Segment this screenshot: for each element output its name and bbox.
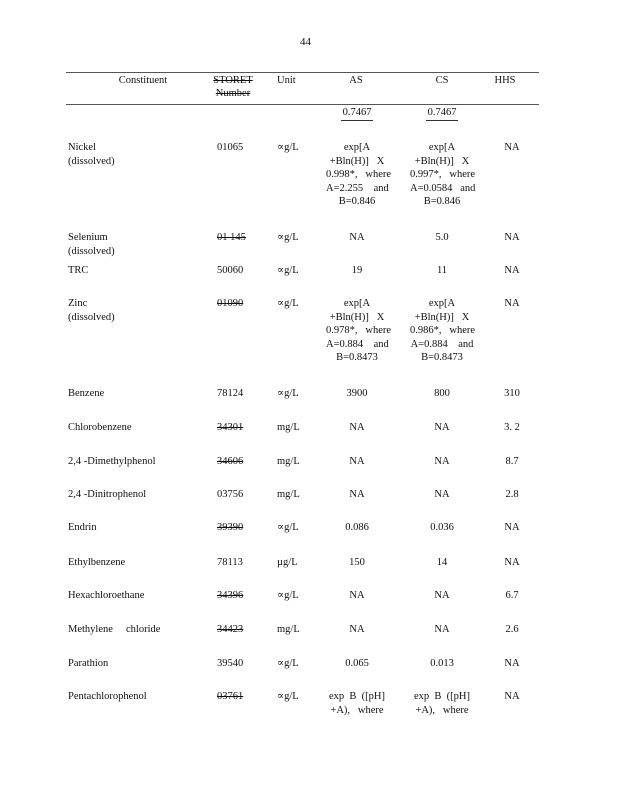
unit-value: ∝g/L: [277, 142, 299, 153]
constituent-name: [68, 264, 198, 278]
as-value-line: NA: [349, 422, 365, 433]
storet-number: 34606: [217, 456, 244, 467]
constituent-name: [68, 623, 198, 637]
cs-value-line: NA: [434, 624, 450, 635]
constituent-name-line: (dissolved): [68, 155, 115, 167]
carryover-cs: 0.7467: [410, 106, 474, 121]
cs-value-line: +Bln(H)] X: [414, 311, 470, 323]
cs-value-line: 0.036: [430, 522, 454, 533]
header-bottom-rule: [66, 104, 539, 105]
hhs-value: NA: [504, 522, 520, 533]
unit-value: mg/L: [277, 489, 300, 500]
constituent-name-line: 2,4 -Dimethylphenol: [68, 456, 156, 467]
unit-value: ∝g/L: [277, 298, 299, 309]
as-value-line: 0.086: [345, 522, 369, 533]
cs-value-line: A=0.884 and: [410, 338, 474, 350]
hhs-value: 8.7: [505, 456, 519, 467]
constituent-name: [68, 589, 198, 603]
unit-value: ∝g/L: [277, 658, 299, 669]
constituent-name: [68, 657, 198, 671]
cs-value-line: A=0.0584 and: [410, 182, 476, 194]
as-value: [326, 387, 388, 401]
as-value-line: NA: [349, 456, 365, 467]
constituent-name-line: Pentachlorophenol: [68, 691, 147, 702]
constituent-name-line: Endrin: [68, 522, 97, 533]
as-value-line: A=0.884 and: [326, 338, 389, 350]
as-value-line: A=2.255 and: [326, 182, 389, 194]
cs-value: [410, 231, 474, 245]
hhs-value: 2.8: [505, 489, 519, 500]
hhs-value: 6.7: [505, 590, 519, 601]
cs-value-line: 5.0: [435, 232, 449, 243]
as-value-line: B=0.846: [338, 196, 376, 208]
header-storet: [208, 74, 258, 100]
cs-value-line: NA: [434, 489, 450, 500]
hhs-value: NA: [504, 658, 520, 669]
unit-value: ∝g/L: [277, 388, 299, 399]
storet-number: 50060: [217, 265, 244, 276]
constituent-name-line: (dissolved): [68, 245, 115, 257]
storet-number: 34423: [217, 624, 244, 635]
cs-value: [410, 264, 474, 278]
hhs-value: NA: [504, 142, 520, 153]
constituent-name-line: 2,4 -Dinitrophenol: [68, 489, 147, 500]
constituent-name-line: Methylene chloride: [68, 624, 161, 635]
cs-value: [410, 455, 474, 469]
as-value-line: NA: [349, 590, 365, 601]
cs-value-line: NA: [434, 456, 450, 467]
hhs-value: 2.6: [505, 624, 519, 635]
header-hhs: HHS: [494, 75, 516, 86]
cs-value-line: exp[A: [428, 142, 456, 153]
cs-value-line: exp B ([pH]: [414, 691, 470, 702]
header-as: AS: [349, 75, 363, 86]
hhs-value: NA: [504, 265, 520, 276]
as-value: [326, 421, 388, 435]
storet-number: 39390: [217, 522, 244, 533]
constituent-name: [68, 556, 198, 570]
cs-value: [410, 623, 474, 637]
hhs-value: NA: [504, 232, 520, 243]
header-storet-line1: STORET: [213, 75, 253, 86]
constituent-name: [68, 421, 198, 435]
constituent-name-line: Parathion: [68, 658, 109, 669]
constituent-name-line: Ethylbenzene: [68, 557, 126, 568]
as-value-line: exp B ([pH]: [329, 691, 385, 702]
unit-value: ∝g/L: [277, 522, 299, 533]
as-value: [326, 264, 388, 278]
as-value-line: exp[A: [343, 142, 371, 153]
cs-value-line: 0.997*, where: [410, 169, 476, 181]
unit-value: ∝g/L: [277, 265, 299, 276]
cs-value: [410, 141, 474, 209]
constituent-name-line: (dissolved): [68, 311, 115, 323]
unit-value: ∝g/L: [277, 590, 299, 601]
storet-number: 34301: [217, 422, 244, 433]
as-value: [326, 690, 388, 717]
as-value: [326, 657, 388, 671]
as-value-line: +Bln(H)] X: [329, 311, 385, 323]
storet-number: 03756: [217, 489, 244, 500]
as-value-line: 150: [349, 557, 365, 568]
carryover-as: 0.7467: [326, 106, 388, 121]
cs-value-line: B=0.8473: [421, 352, 463, 364]
as-value-line: exp[A: [343, 298, 371, 309]
unit-value: ∝g/L: [277, 691, 299, 702]
storet-number: 03761: [217, 691, 244, 702]
as-value: [326, 455, 388, 469]
cs-value-line: 0.986*, where: [410, 325, 476, 337]
cs-value: [410, 488, 474, 502]
unit-value: ∝g/L: [277, 232, 299, 243]
cs-value: [410, 589, 474, 603]
hhs-value: 310: [504, 388, 520, 399]
unit-value: mg/L: [277, 456, 300, 467]
cs-value-line: NA: [434, 422, 450, 433]
cs-value-line: 14: [436, 557, 448, 568]
page-number: 44: [300, 36, 311, 48]
cs-value-line: +A), where: [415, 704, 469, 716]
hhs-value: NA: [504, 298, 520, 309]
cs-value: [410, 657, 474, 671]
constituent-name: [68, 690, 198, 704]
as-value: [326, 521, 388, 535]
as-value: [326, 141, 392, 209]
constituent-name-line: Hexachloroethane: [68, 590, 145, 601]
cs-value: [410, 297, 474, 365]
hhs-value: NA: [504, 691, 520, 702]
constituent-name: [68, 297, 198, 324]
as-value: [326, 231, 388, 245]
hhs-value: NA: [504, 557, 520, 568]
constituent-name-line: Nickel: [68, 142, 96, 153]
constituent-name-line: Chlorobenzene: [68, 422, 132, 433]
unit-value: mg/L: [277, 624, 300, 635]
constituent-name-line: Benzene: [68, 388, 105, 399]
header-storet-line2: Number: [215, 88, 251, 99]
cs-value-line: 11: [436, 265, 448, 276]
as-value: [326, 623, 388, 637]
as-value-line: 19: [351, 265, 363, 276]
as-value-line: NA: [349, 232, 365, 243]
as-value-line: NA: [349, 489, 365, 500]
storet-number: 01090: [217, 298, 244, 309]
as-value: [326, 589, 388, 603]
constituent-name: [68, 231, 198, 258]
as-value-line: +Bln(H)] X: [329, 155, 385, 167]
header-top-rule: [66, 72, 539, 73]
constituent-name: [68, 488, 198, 502]
constituent-name: [68, 141, 198, 168]
cs-value: [410, 556, 474, 570]
cs-value: [410, 421, 474, 435]
header-cs: CS: [435, 75, 449, 86]
constituent-name: [68, 387, 198, 401]
cs-value-line: 800: [434, 388, 450, 399]
as-value: [326, 297, 392, 365]
cs-value-line: 0.013: [430, 658, 454, 669]
cs-value: [410, 521, 474, 535]
constituent-name: [68, 521, 198, 535]
as-value-line: NA: [349, 624, 365, 635]
storet-number: 78124: [217, 388, 244, 399]
unit-value: µg/L: [277, 557, 298, 568]
storet-number: 34396: [217, 590, 244, 601]
as-value-line: 3900: [346, 388, 368, 399]
constituent-name: [68, 455, 198, 469]
header-unit: Unit: [277, 75, 296, 86]
as-value-line: B=0.8473: [336, 352, 378, 364]
cs-value-line: B=0.846: [423, 196, 461, 208]
as-value-line: 0.998*, where: [326, 169, 392, 181]
as-value: [326, 488, 388, 502]
storet-number: 01065: [217, 142, 244, 153]
storet-number: 01 145: [217, 232, 246, 243]
as-value-line: 0.065: [345, 658, 369, 669]
cs-value-line: exp[A: [428, 298, 456, 309]
storet-number: 39540: [217, 658, 244, 669]
as-value-line: +A), where: [330, 704, 384, 716]
cs-value-line: NA: [434, 590, 450, 601]
cs-value: [410, 387, 474, 401]
cs-value-line: +Bln(H)] X: [414, 155, 470, 167]
as-value: [326, 556, 388, 570]
constituent-name-line: Zinc: [68, 298, 88, 309]
unit-value: mg/L: [277, 422, 300, 433]
hhs-value: 3. 2: [504, 422, 520, 433]
constituent-name-line: TRC: [68, 265, 89, 276]
constituent-name-line: Selenium: [68, 232, 108, 243]
cs-value: [410, 690, 474, 717]
header-constituent: Constituent: [118, 75, 168, 86]
storet-number: 78113: [217, 557, 243, 568]
as-value-line: 0.978*, where: [326, 325, 392, 337]
